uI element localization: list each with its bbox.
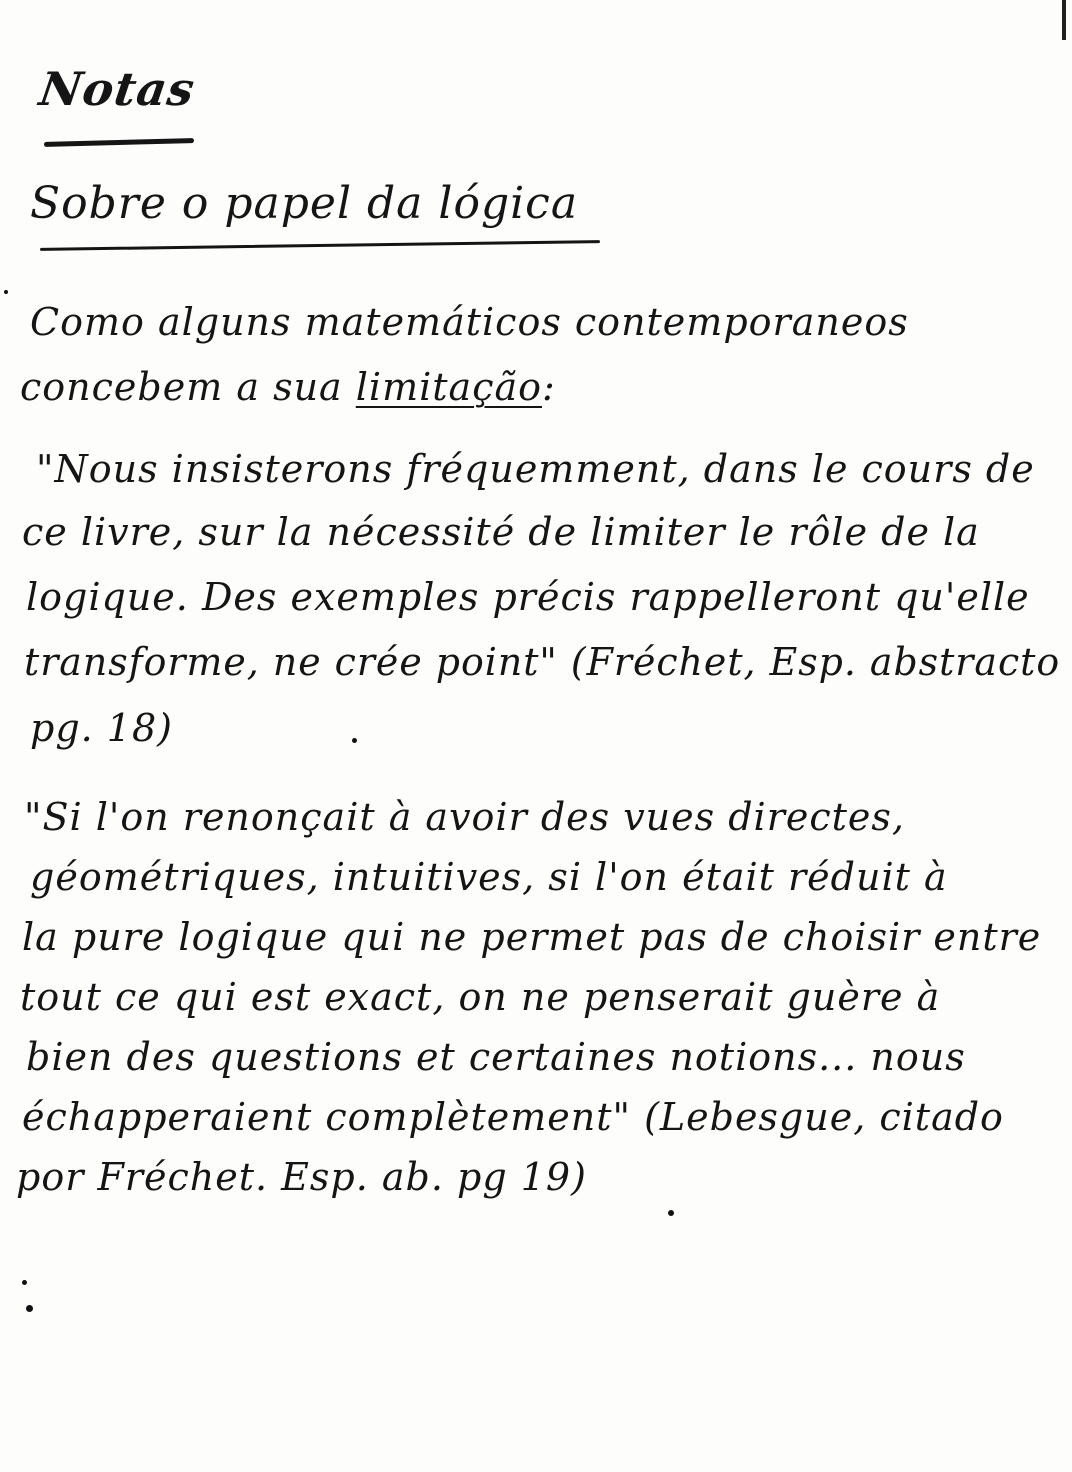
heading-underline	[44, 138, 194, 147]
quote2-line: "Si l'on renonçait à avoir des vues directes,	[24, 795, 905, 839]
quote1-line: "Nous insisterons fréquemment, dans le cours de	[36, 447, 1035, 491]
scan-speck	[22, 1280, 27, 1285]
underlined-word: limitação	[355, 365, 543, 409]
intro-line	[20, 365, 556, 409]
scan-edge-mark	[1062, 0, 1066, 40]
quote2-line: échapperaient complètement" (Lebesgue, citado	[22, 1095, 1004, 1139]
intro-line: Como alguns matemáticos contemporaneos	[30, 300, 909, 344]
scan-speck	[352, 738, 357, 743]
quote2-line: bien des questions et certaines notions... nous	[26, 1035, 966, 1079]
quote1-line: ce livre, sur la nécessité de limiter le rôle de la	[22, 510, 980, 554]
intro-line-text: concebem a sua limitação:	[20, 365, 556, 409]
quote2-line: la pure logique qui ne permet pas de choisir entre	[22, 915, 1042, 959]
quote2-line: por Fréchet. Esp. ab. pg 19)	[16, 1155, 587, 1199]
quote1-line: logique. Des exemples précis rappelleront qu'elle	[26, 575, 1030, 619]
title-underline	[40, 240, 600, 251]
quote2-line: tout ce qui est exact, on ne penserait guère à	[20, 975, 941, 1019]
scan-speck	[668, 1210, 674, 1216]
quote1-line: pg. 18)	[30, 706, 173, 750]
quote2-line: géométriques, intuitives, si l'on était réduit à	[30, 855, 948, 899]
scan-speck	[26, 1305, 33, 1312]
section-title: Sobre o papel da lógica	[30, 178, 579, 229]
scan-speck	[4, 290, 8, 294]
quote1-line: transforme, ne crée point" (Fréchet, Esp. abstracto	[24, 640, 1061, 684]
page-heading: Notas	[36, 62, 199, 116]
